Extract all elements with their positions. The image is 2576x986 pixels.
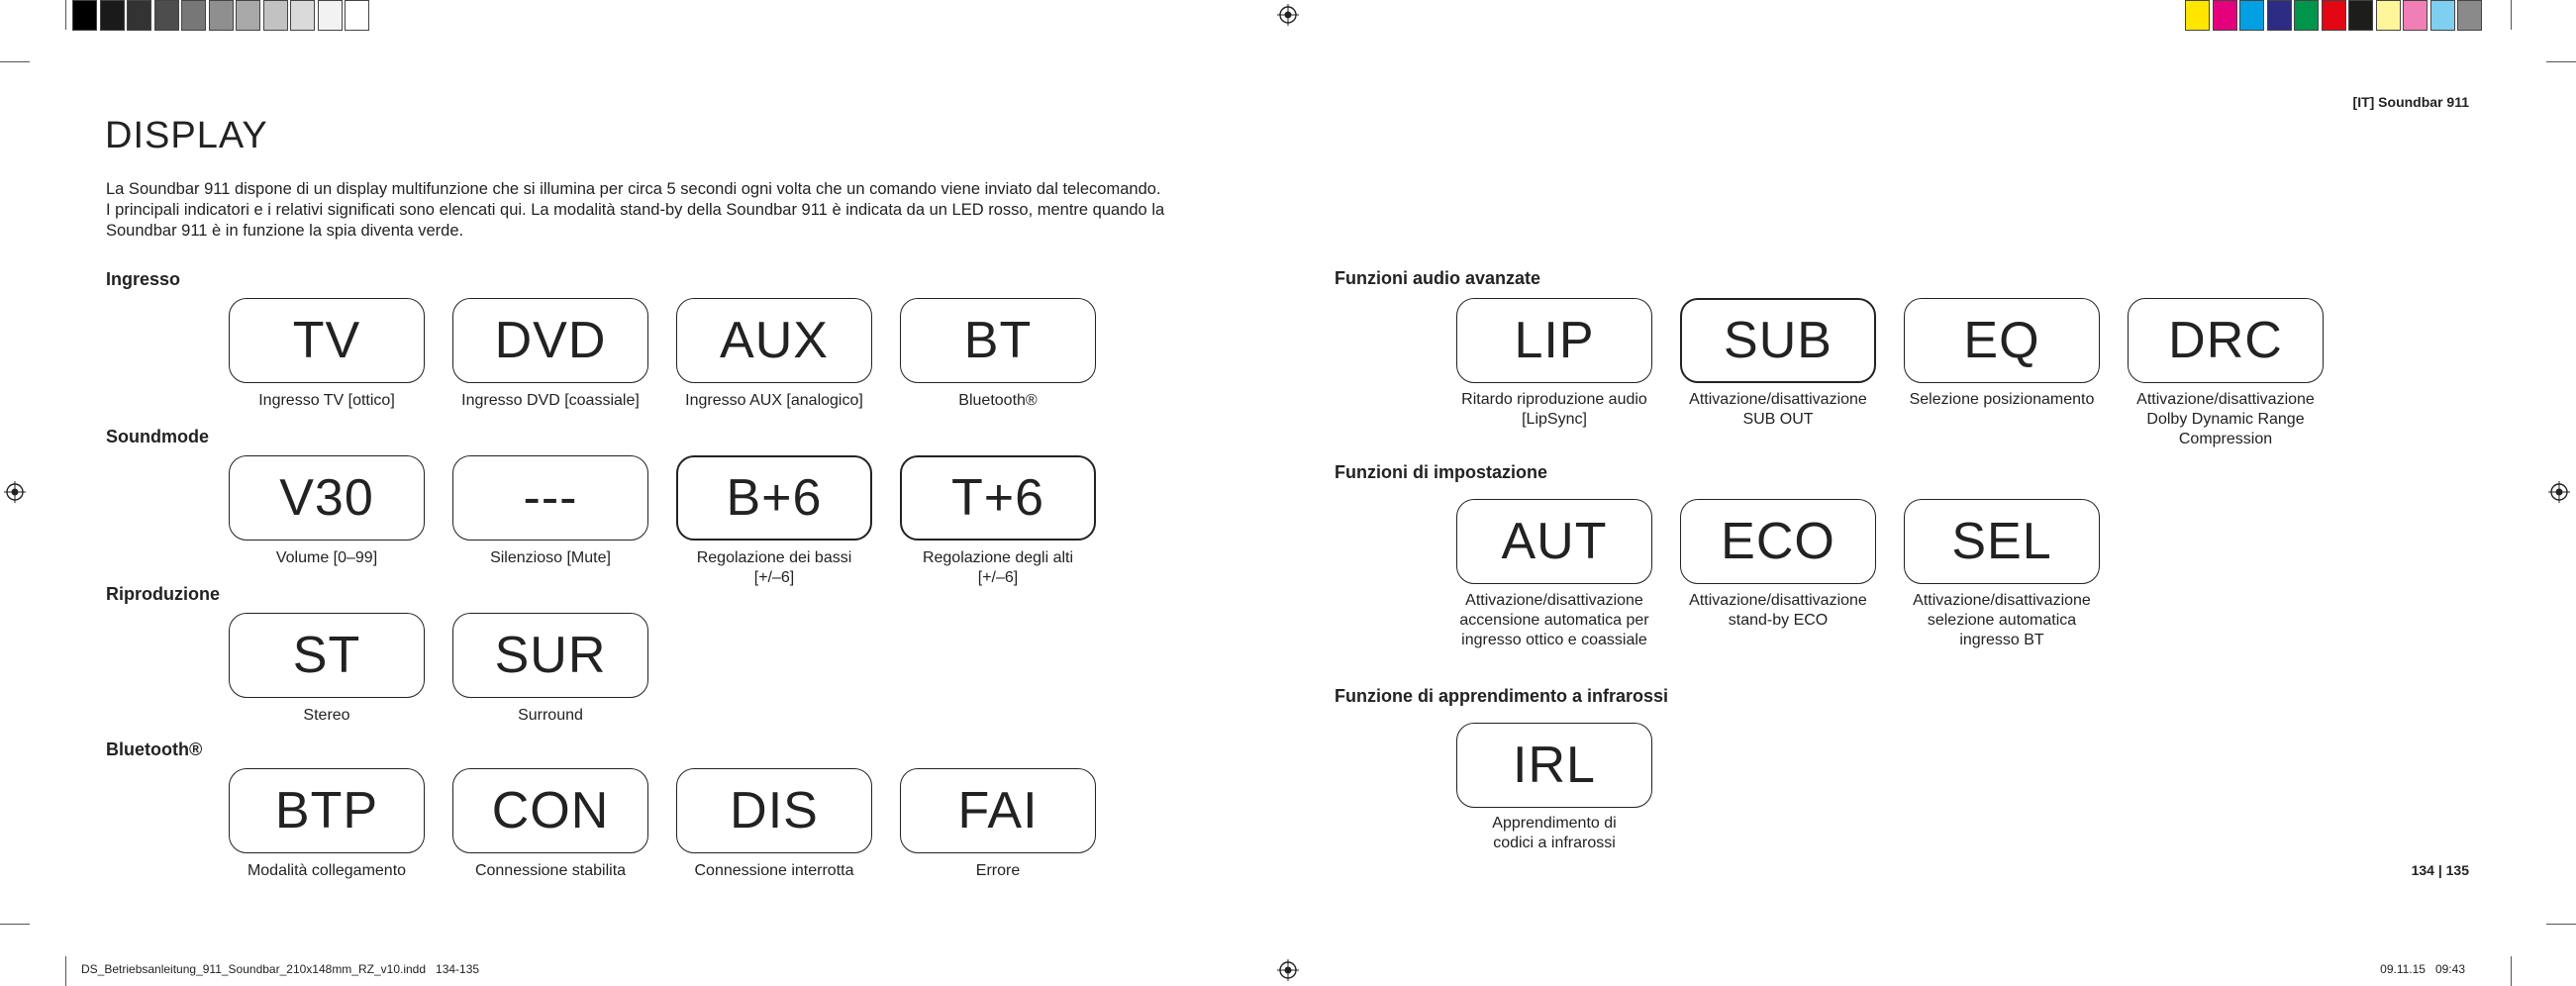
- color-swatch: [236, 0, 260, 31]
- display-caption: Attivazione/disattivazione Dolby Dynamic Range Compression: [2136, 391, 2315, 447]
- display-caption: Surround: [518, 707, 583, 724]
- color-swatch: [72, 0, 97, 31]
- color-swatch: [2376, 0, 2401, 31]
- display-code-eco: ECO: [1680, 499, 1876, 584]
- display-caption: Ingresso TV [ottico]: [258, 392, 395, 409]
- color-swatch: [154, 0, 179, 31]
- section-title-impostazione: Funzioni di impostazione: [1335, 462, 1547, 482]
- crop-mark: [2511, 0, 2512, 30]
- color-swatch: [2348, 0, 2373, 31]
- date-slug: 09.11.15 09:43: [2380, 962, 2465, 976]
- color-swatch: [209, 0, 234, 31]
- display-caption: Connessione interrotta: [694, 862, 854, 879]
- section-title-infrarossi: Funzione di apprendimento a infrarossi: [1335, 686, 1669, 706]
- display-caption: Bluetooth®: [958, 392, 1038, 409]
- display-code-sur: SUR: [452, 613, 648, 698]
- color-swatch: [263, 0, 288, 31]
- crop-mark: [2546, 924, 2576, 925]
- display-code-eq: EQ: [1904, 298, 2100, 383]
- color-swatch: [2213, 0, 2237, 31]
- display-caption: Attivazione/disattivazione stand-by ECO: [1689, 592, 1867, 629]
- display-code-sub: SUB: [1680, 298, 1876, 383]
- display-caption: Modalità collegamento: [247, 862, 407, 879]
- color-swatch: [2294, 0, 2319, 31]
- crop-mark: [2511, 956, 2512, 986]
- crop-mark: [65, 956, 66, 986]
- display-caption: Attivazione/disattivazione accensione automatica per ingresso ottico e coassiale: [1459, 592, 1649, 648]
- display-caption: Selezione posizionamento: [1909, 391, 2095, 408]
- registration-mark-icon: [1277, 4, 1299, 26]
- display-code-st: ST: [229, 613, 425, 698]
- display-caption: Ingresso DVD [coassiale]: [461, 392, 640, 409]
- color-swatch: [100, 0, 125, 31]
- page-header-tag: [IT] Soundbar 911: [2352, 94, 2469, 110]
- display-caption: Silenzioso [Mute]: [490, 549, 611, 566]
- color-swatch: [2403, 0, 2427, 31]
- color-swatch: [2239, 0, 2264, 31]
- color-swatch: [2322, 0, 2346, 31]
- registration-mark-icon: [1277, 959, 1299, 981]
- section-title-soundmode: Soundmode: [106, 427, 209, 446]
- display-code-bt: BT: [900, 298, 1096, 383]
- crop-mark: [2546, 61, 2576, 62]
- page-title: DISPLAY: [105, 115, 268, 156]
- display-code-fai: FAI: [900, 768, 1096, 853]
- color-swatch: [181, 0, 206, 31]
- color-swatch: [2185, 0, 2210, 31]
- color-swatch: [2430, 0, 2455, 31]
- section-title-ingresso: Ingresso: [106, 269, 181, 289]
- display-caption: Connessione stabilita: [474, 862, 627, 879]
- display-caption: Attivazione/disattivazione SUB OUT: [1689, 391, 1867, 428]
- crop-mark: [65, 0, 66, 30]
- display-caption: Ritardo riproduzione audio [LipSync]: [1461, 391, 1647, 428]
- display-caption: Apprendimento di codici a infrarossi: [1492, 815, 1617, 851]
- color-swatch: [345, 0, 369, 31]
- display-code-lip: LIP: [1456, 298, 1652, 383]
- intro-line: I principali indicatori e i relativi significati sono elencati qui. La modalità stand-by della Soundbar 911 è indicata da un LED rosso, mentre quando la: [106, 201, 1165, 219]
- display-code-treble: T+6: [900, 455, 1096, 541]
- color-swatch: [318, 0, 343, 31]
- display-caption: Stereo: [303, 707, 350, 724]
- section-title-riproduzione: Riproduzione: [106, 584, 220, 604]
- section-title-audio: Funzioni audio avanzate: [1335, 268, 1541, 288]
- crop-mark: [0, 924, 30, 925]
- display-caption: Attivazione/disattivazione selezione automatica ingresso BT: [1913, 592, 2091, 648]
- crop-mark: [0, 61, 30, 62]
- intro-line: Soundbar 911 è in funzione la spia diventa verde.: [106, 222, 464, 240]
- intro-line: La Soundbar 911 dispone di un display multifunzione che si illumina per circa 5 secondi ogni volta che un comando viene inviato dal telecomando.: [106, 180, 1161, 198]
- color-swatch: [127, 0, 151, 31]
- display-caption: Regolazione dei bassi [+/–6]: [696, 549, 852, 586]
- section-title-bluetooth: Bluetooth®: [106, 740, 203, 759]
- registration-mark-icon: [2548, 481, 2570, 503]
- display-code-aut: AUT: [1456, 499, 1652, 584]
- display-code-dvd: DVD: [452, 298, 648, 383]
- display-code-dis: DIS: [676, 768, 872, 853]
- registration-mark-icon: [4, 481, 26, 503]
- display-code-mute: ---: [452, 455, 648, 541]
- color-swatch: [2457, 0, 2482, 31]
- display-code-irl: IRL: [1456, 723, 1652, 808]
- color-swatch: [290, 0, 315, 31]
- display-caption: Regolazione degli alti [+/–6]: [922, 549, 1074, 586]
- display-code-v30: V30: [229, 455, 425, 541]
- display-code-aux: AUX: [676, 298, 872, 383]
- display-code-sel: SEL: [1904, 499, 2100, 584]
- display-caption: Volume [0–99]: [275, 549, 378, 566]
- display-code-bass: B+6: [676, 455, 872, 541]
- display-code-con: CON: [452, 768, 648, 853]
- display-caption: Errore: [975, 862, 1021, 879]
- display-code-tv: TV: [229, 298, 425, 383]
- page-numbers: 134 | 135: [2411, 862, 2469, 878]
- display-caption: Ingresso AUX [analogico]: [685, 392, 863, 409]
- color-swatch: [2267, 0, 2292, 31]
- intro-text: [106, 179, 1254, 242]
- display-code-btp: BTP: [229, 768, 425, 853]
- display-code-drc: DRC: [2128, 298, 2324, 383]
- file-slug: DS_Betriebsanleitung_911_Soundbar_210x148mm_RZ_v10.indd 134-135: [81, 962, 480, 976]
